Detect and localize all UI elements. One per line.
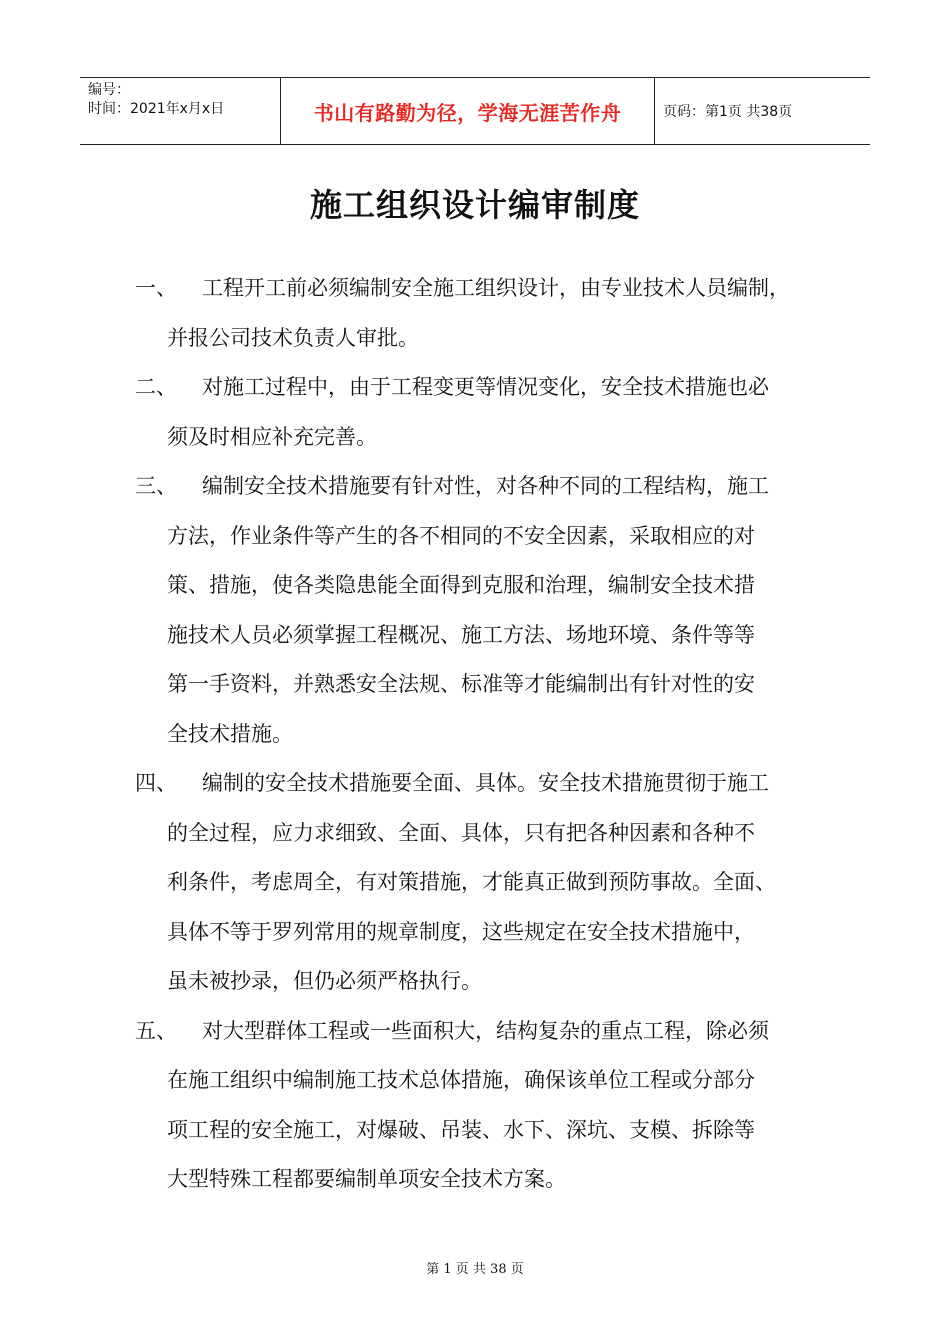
clause-line: 并报公司技术负责人审批。 [167, 325, 419, 350]
clause-line: 对施工过程中，由于工程变更等情况变化，安全技术措施也必 [202, 375, 769, 399]
clause-line: 编制的安全技术措施要全面、具体。安全技术措施贯彻于施工 [202, 771, 769, 795]
clause-line: 项工程的安全施工，对爆破、吊装、水下、深坑、支模、拆除等 [167, 1117, 755, 1142]
clause-text [167, 264, 835, 363]
page-footer: 第 1 页 共 38 页 [426, 1262, 524, 1277]
clause-line: 全技术措施。 [167, 721, 293, 746]
clause-text [167, 462, 835, 759]
clause-line: 大型特殊工程都要编制单项安全技术方案。 [167, 1167, 566, 1191]
clause-line: 工程开工前必须编制安全施工组织设计，由专业技术人员编制， [202, 276, 790, 300]
clause-item [135, 264, 835, 363]
clause-number: 一、 [135, 276, 177, 300]
document-number-label: 编号： [88, 82, 130, 98]
clause-line: 的全过程，应力求细致、全面、具体，只有把各种因素和各种不 [167, 820, 755, 845]
clause-line: 编制安全技术措施要有针对性，对各种不同的工程结构，施工 [202, 474, 769, 498]
clause-item [135, 1007, 835, 1205]
clause-number: 三、 [135, 474, 177, 498]
clause-text [167, 759, 835, 1007]
header-meta-cell [80, 78, 281, 144]
clause-item [135, 462, 835, 759]
clause-line: 第一手资料，并熟悉安全法规、标准等才能编制出有针对性的安 [167, 672, 755, 696]
document-body [135, 264, 835, 1205]
header-table [80, 77, 870, 145]
clause-line: 具体不等于罗列常用的规章制度，这些规定在安全技术措施中， [167, 919, 755, 944]
clause-item [135, 759, 835, 1007]
clause-number: 二、 [135, 375, 177, 399]
clause-line: 在施工组织中编制施工技术总体措施，确保该单位工程或分部分 [167, 1068, 755, 1092]
clause-line: 对大型群体工程或一些面积大，结构复杂的重点工程，除必须 [202, 1018, 769, 1043]
clause-text [167, 363, 835, 462]
clause-text [167, 1007, 835, 1205]
document-title: 施工组织设计编审制度 [309, 186, 640, 224]
clause-line: 方法，作业条件等产生的各不相同的不安全因素，采取相应的对 [167, 523, 755, 548]
header-page-info: 页码：第1页 共38页 [663, 104, 793, 120]
clause-line: 利条件，考虑周全，有对策措施，才能真正做到预防事故。全面、 [167, 870, 776, 894]
clause-number: 五、 [135, 1018, 177, 1043]
clause-line: 施技术人员必须掌握工程概况、施工方法、场地环境、条件等等 [167, 622, 755, 647]
clause-item [135, 363, 835, 462]
clause-number: 四、 [135, 771, 177, 795]
clause-line: 须及时相应补充完善。 [167, 424, 377, 449]
header-motto: 书山有路勤为径，学海无涯苦作舟 [281, 78, 655, 144]
clause-line: 策、措施，使各类隐患能全面得到克服和治理，编制安全技术措 [167, 573, 755, 597]
clause-line: 虽未被抄录，但仍必须严格执行。 [167, 969, 482, 993]
document-time-label: 时间：2021年x月x日 [88, 101, 225, 117]
